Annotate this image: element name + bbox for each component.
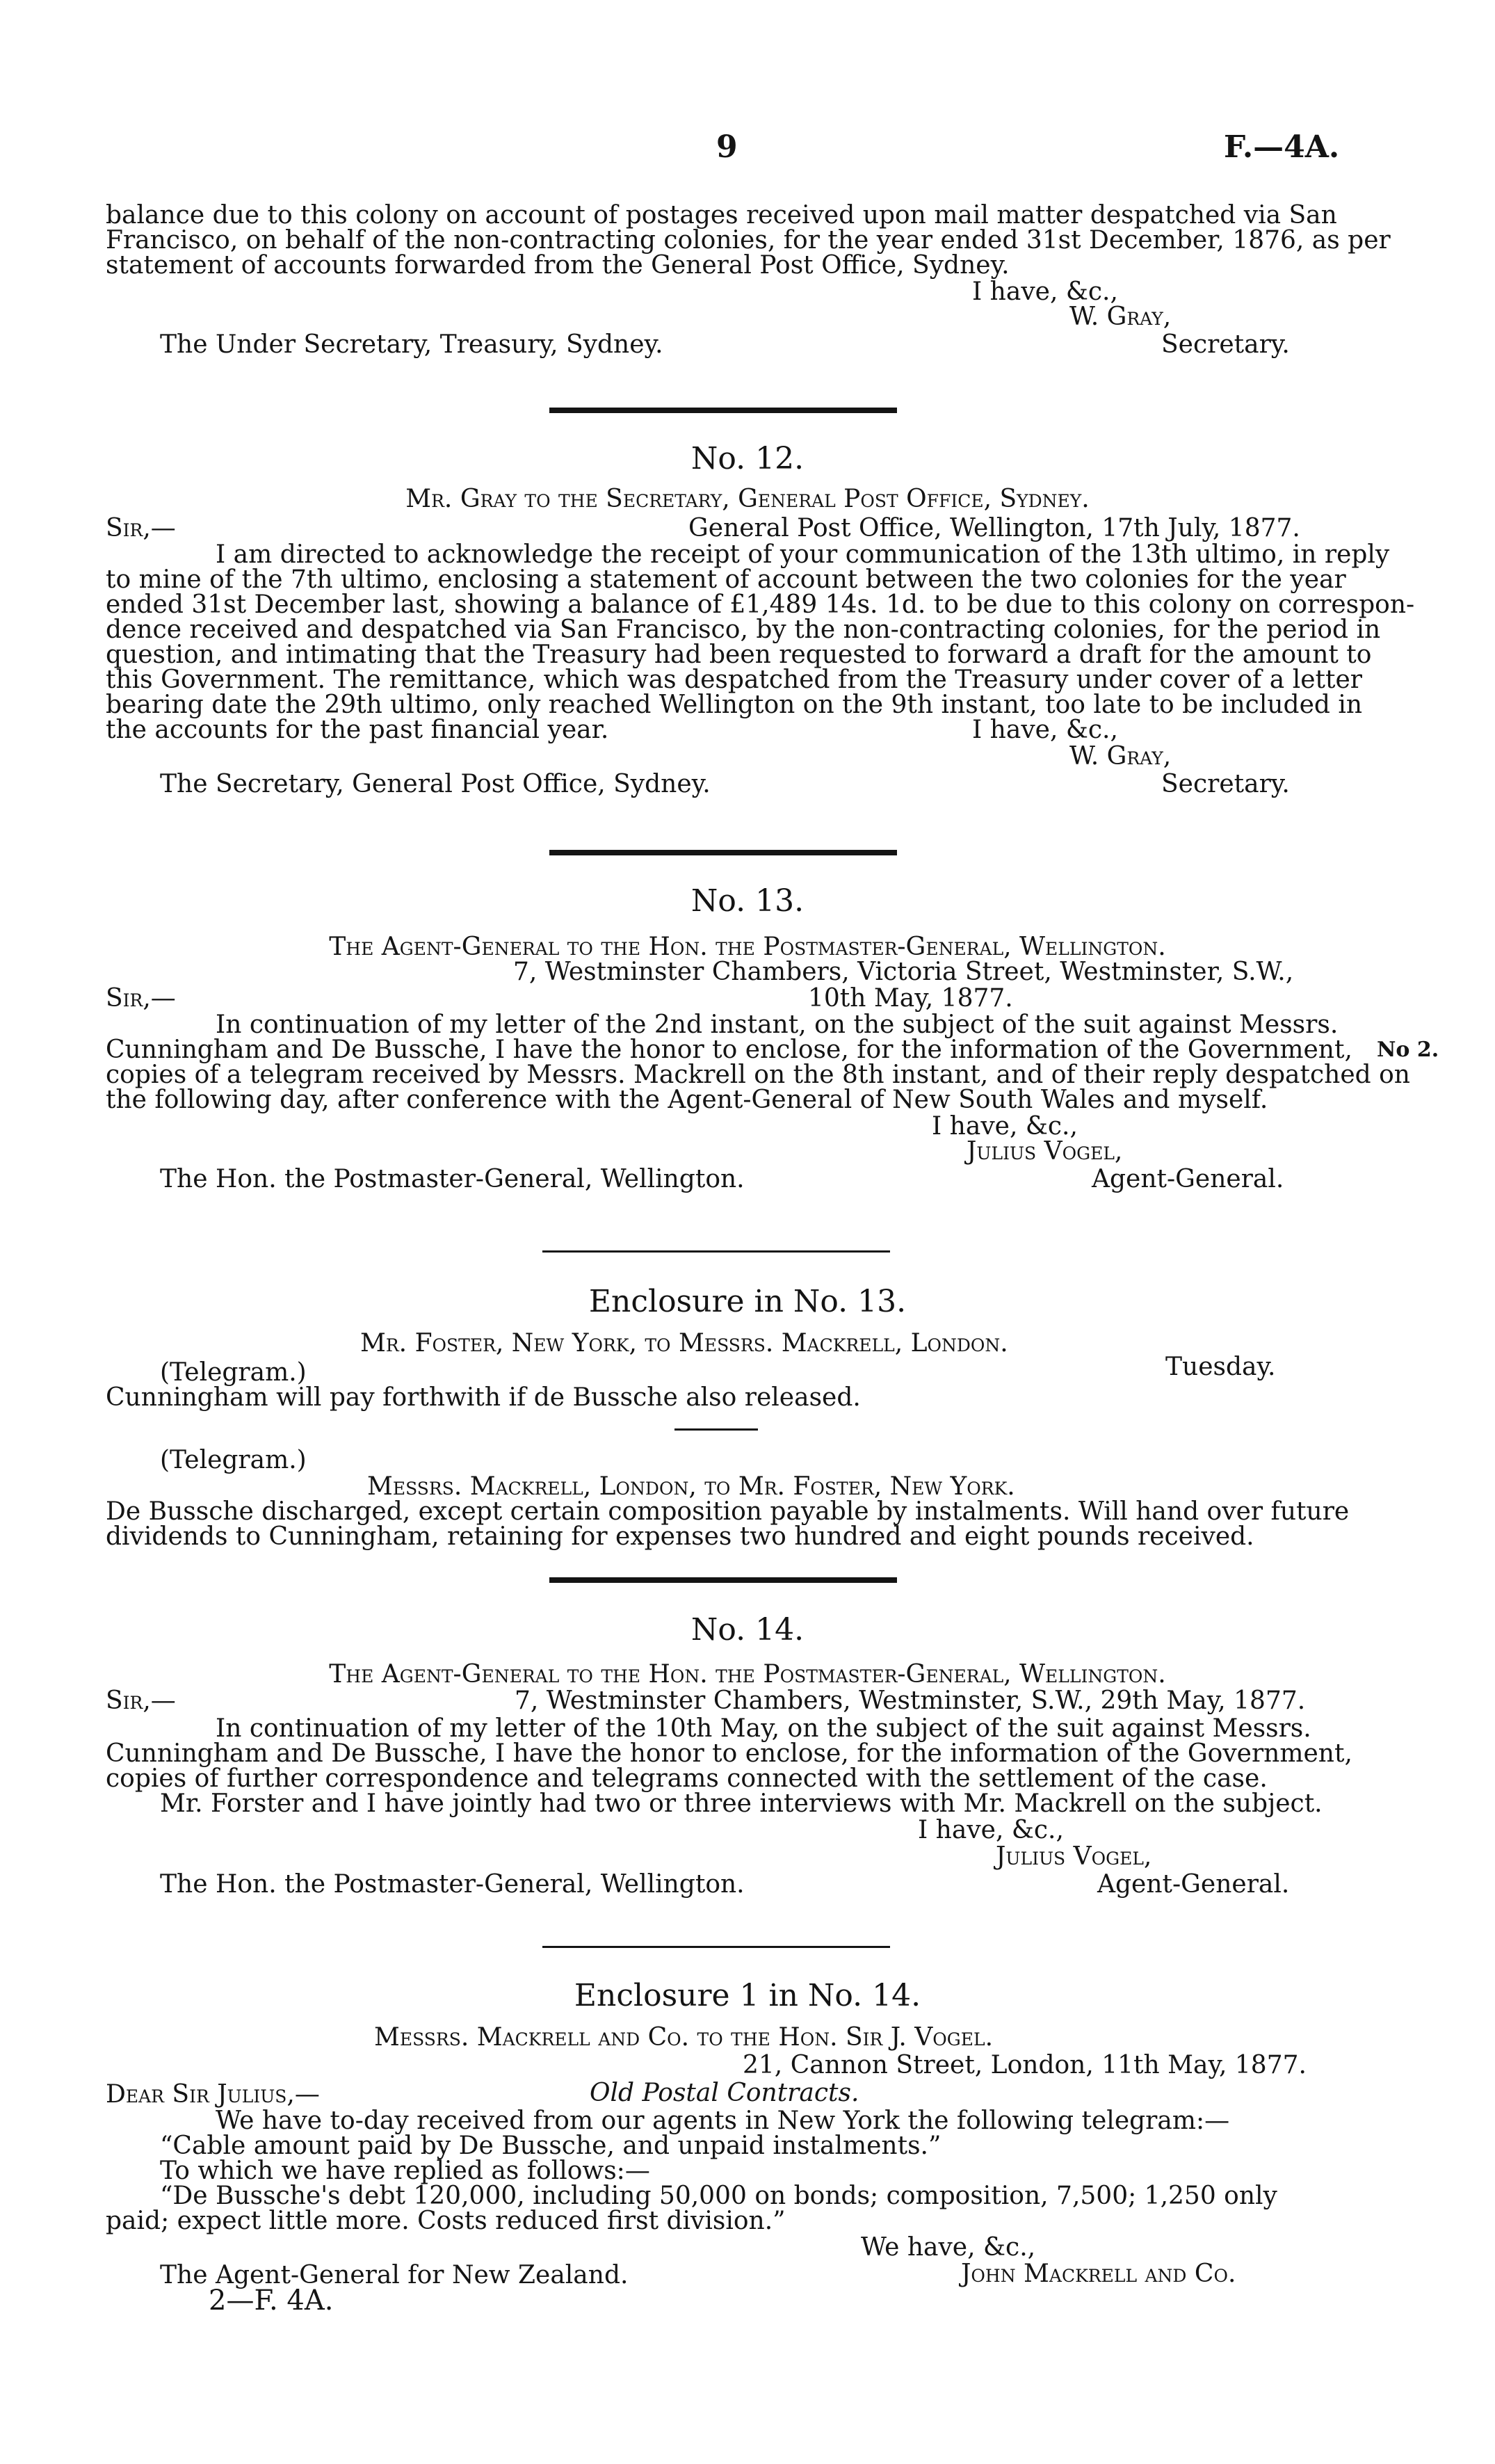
body-line: “De Bussche's debt 120,000, including 50,000 on bonds; composition, 7,500; 1,250 only [160, 2182, 1277, 2210]
telegram-tag: (Telegram.) [160, 1358, 307, 1387]
body-line: Mr. Forster and I have jointly had two or three interviews with Mr. Mackrell on the subject. [160, 1789, 1323, 1818]
section-heading: No. 14. [690, 1612, 805, 1648]
short-divider [674, 1428, 758, 1431]
section-divider [542, 1946, 890, 1948]
signer: Julius Vogel, [967, 1137, 1123, 1166]
section-heading: No. 12. [690, 441, 805, 476]
body-line: Francisco, on behalf of the non-contracting colonies, for the year ended 31st December, 1876, as per [106, 226, 1391, 255]
place-date: 7, Westminster Chambers, Westminster, S.W., 29th May, 1877. [515, 1686, 1306, 1715]
body-line: question, and intimating that the Treasury had been requested to forward a draft for the amount to [106, 641, 1372, 669]
salutation: Sir,— [106, 514, 176, 542]
route-line: Mr. Gray to the Secretary, General Post Office, Sydney. [405, 485, 1090, 513]
body-line: the accounts for the past financial year. [106, 716, 609, 744]
body-line: copies of a telegram received by Messrs. Mackrell on the 8th instant, and of their reply despatched on [106, 1061, 1410, 1089]
telegram-text: De Bussche discharged, except certain composition payable by instalments. Will hand over future [106, 1497, 1350, 1526]
addressee: The Agent-General for New Zealand. [160, 2261, 629, 2289]
route-line: Mr. Foster, New York, to Messrs. Mackrell, London. [360, 1329, 1008, 1358]
sheet-mark: 2—F. 4A. [209, 2285, 334, 2317]
body-line: the following day, after conference with the Agent-General of New South Wales and myself. [106, 1086, 1268, 1114]
section-divider [542, 1250, 890, 1253]
page-number: 9 [716, 129, 738, 165]
signer: John Mackrell and Co. [961, 2260, 1236, 2288]
closing: I have, &c., [932, 1112, 1078, 1141]
body-line: We have to-day received from our agents in New York the following telegram:— [216, 2107, 1230, 2135]
margin-note: No 2. [1377, 1038, 1439, 1062]
body-line: I am directed to acknowledge the receipt of your communication of the 13th ultimo, in reply [216, 540, 1390, 569]
place-date: General Post Office, Wellington, 17th July, 1877. [688, 514, 1300, 542]
body-line: bearing date the 29th ultimo, only reached Wellington on the 9th instant, too late to be included in [106, 691, 1363, 719]
section-heading: No. 13. [690, 883, 805, 919]
closing: I have, &c., [972, 277, 1118, 306]
signer-title: Secretary. [1161, 770, 1290, 798]
salutation: Sir,— [106, 984, 176, 1013]
subject: Old Postal Contracts. [590, 2079, 859, 2107]
body-line: paid; expect little more. Costs reduced first division.” [106, 2207, 786, 2235]
signer-title: Agent-General. [1092, 1165, 1284, 1193]
addressee: The Under Secretary, Treasury, Sydney. [160, 330, 663, 359]
closing: We have, &c., [861, 2233, 1036, 2262]
signer-title: Secretary. [1161, 330, 1290, 359]
closing: I have, &c., [972, 716, 1118, 744]
signer-title: Agent-General. [1097, 1870, 1290, 1899]
place-date: 21, Cannon Street, London, 11th May, 1877. [743, 2051, 1307, 2079]
body-line: balance due to this colony on account of postages received upon mail matter despatched via San [106, 201, 1337, 230]
section-heading: Enclosure 1 in No. 14. [574, 1978, 921, 2013]
body-line: copies of further correspondence and telegrams connected with the settlement of the case. [106, 1764, 1268, 1793]
route-line: The Agent-General to the Hon. the Postmaster-General, Wellington. [329, 1660, 1166, 1689]
body-line: ended 31st December last, showing a balance of £1,489 14s. 1d. to be due to this colony on correspon- [106, 590, 1415, 619]
section-divider [549, 850, 897, 855]
body-line: In continuation of my letter of the 2nd instant, on the subject of the suit against Messrs. [216, 1010, 1339, 1039]
body-line: “Cable amount paid by De Bussche, and unpaid instalments.” [160, 2132, 942, 2160]
route-line: Messrs. Mackrell and Co. to the Hon. Sir J. Vogel. [374, 2023, 994, 2052]
addressee: The Hon. the Postmaster-General, Wellington. [160, 1165, 745, 1193]
body-line: Cunningham and De Bussche, I have the honor to enclose, for the information of the Government, [106, 1036, 1352, 1064]
salutation: Dear Sir Julius,— [106, 2080, 320, 2109]
body-line: statement of accounts forwarded from the General Post Office, Sydney. [106, 251, 1010, 280]
addressee: The Hon. the Postmaster-General, Wellington. [160, 1870, 745, 1899]
document-code: F.—4A. [1224, 129, 1340, 165]
signer: W. Gray, [1069, 303, 1172, 331]
body-line: to mine of the 7th ultimo, enclosing a statement of account between the two colonies for the year [106, 565, 1346, 594]
closing: I have, &c., [918, 1816, 1064, 1844]
route-line: Messrs. Mackrell, London, to Mr. Foster, New York. [367, 1472, 1015, 1501]
section-divider [549, 408, 897, 413]
telegram-text: Cunningham will pay forthwith if de Bussche also released. [106, 1383, 861, 1412]
salutation: Sir,— [106, 1686, 176, 1715]
date: 10th May, 1877. [808, 984, 1013, 1013]
section-divider [549, 1577, 897, 1583]
section-heading: Enclosure in No. 13. [588, 1284, 907, 1319]
telegram-text: dividends to Cunningham, retaining for expenses two hundred and eight pounds received. [106, 1522, 1254, 1551]
route-line: The Agent-General to the Hon. the Postmaster-General, Wellington. [329, 933, 1166, 961]
address: 7, Westminster Chambers, Victoria Street, Westminster, S.W., [513, 958, 1294, 986]
addressee: The Secretary, General Post Office, Sydney. [160, 770, 711, 798]
body-line: In continuation of my letter of the 10th May, on the subject of the suit against Messrs. [216, 1714, 1311, 1743]
body-line: Cunningham and De Bussche, I have the honor to enclose, for the information of the Government, [106, 1739, 1352, 1768]
body-line: To which we have replied as follows:— [160, 2157, 650, 2185]
signer: Julius Vogel, [996, 1842, 1152, 1871]
body-line: this Government. The remittance, which was despatched from the Treasury under cover of a letter [106, 666, 1362, 694]
telegram-tag: (Telegram.) [160, 1446, 307, 1474]
day: Tuesday. [1165, 1353, 1276, 1381]
body-line: dence received and despatched via San Francisco, by the non-contracting colonies, for the period in [106, 615, 1381, 644]
signer: W. Gray, [1069, 742, 1172, 771]
